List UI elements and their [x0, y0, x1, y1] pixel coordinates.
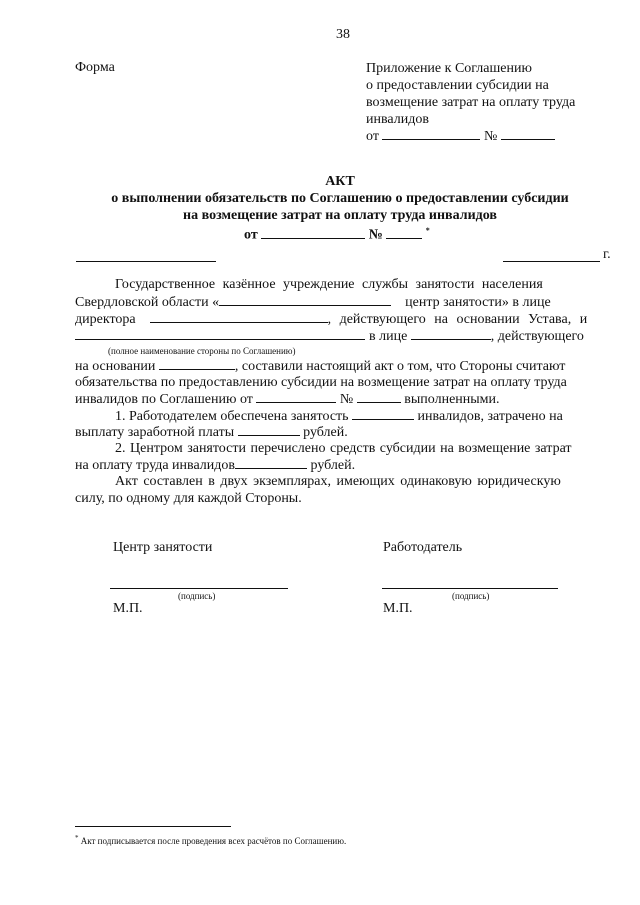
- appendix-date-field[interactable]: [382, 128, 480, 140]
- act-number-label: №: [368, 227, 383, 243]
- representative-name-field[interactable]: [411, 328, 491, 340]
- employment-center-signature-hint: (подпись): [178, 591, 216, 601]
- body-line-3: директора , действующего на основании Устава, и: [75, 312, 588, 327]
- footnote-text: Акт подписывается после проведения всех расчётов по Соглашению.: [80, 836, 347, 846]
- body-line-9: выплату заработной платы рублей.: [75, 425, 348, 440]
- page-number: 38: [336, 27, 350, 42]
- employment-center-name-field[interactable]: [219, 294, 391, 306]
- footnote-mark: *: [75, 834, 79, 842]
- appendix-from-label: от: [366, 129, 379, 144]
- appendix-number-label: №: [483, 129, 498, 144]
- form-label: Форма: [75, 60, 115, 75]
- body-line-1: Государственное казённое учреждение службы занятости населения: [115, 277, 543, 292]
- appendix-line-3: возмещение затрат на оплату труда: [366, 95, 576, 110]
- party-name-hint: (полное наименование стороны по Соглашению): [108, 346, 296, 356]
- footnote-reference: *: [425, 226, 430, 235]
- agreement-date-field[interactable]: [256, 391, 336, 403]
- employment-center-stamp: М.П.: [113, 601, 143, 616]
- employed-disabled-count-field[interactable]: [352, 408, 414, 420]
- body-line-4: в лице , действующего: [75, 328, 584, 345]
- place-field[interactable]: [76, 261, 216, 262]
- act-number-field[interactable]: [386, 227, 422, 239]
- body-line-5: на основании , составили настоящий акт о том, что Стороны считают: [75, 359, 566, 374]
- appendix-date-row: [366, 128, 555, 145]
- employer-signature-hint: (подпись): [452, 591, 490, 601]
- employment-center-title: Центр занятости: [113, 540, 213, 555]
- employer-stamp: М.П.: [383, 601, 413, 616]
- act-from-label: от: [244, 227, 258, 243]
- body-line-8: 1. Работодателем обеспечена занятость инвалидов, затрачено на: [115, 409, 563, 424]
- subsidy-amount-field[interactable]: [235, 457, 307, 469]
- footnote: [75, 834, 346, 846]
- appendix-line-4: инвалидов: [366, 112, 429, 127]
- party-name-field[interactable]: [75, 328, 365, 340]
- year-suffix: г.: [603, 247, 611, 262]
- act-date-row: [244, 226, 430, 244]
- employer-signature-line[interactable]: [382, 588, 558, 589]
- body-line-10: 2. Центром занятости перечислено средств субсидии на возмещение затрат: [115, 441, 572, 456]
- appendix-line-1: Приложение к Соглашению: [366, 61, 532, 76]
- act-title-line-2: на возмещение затрат на оплату труда инвалидов: [183, 208, 497, 223]
- body-line-7: инвалидов по Соглашению от № выполненными.: [75, 392, 500, 407]
- basis-field[interactable]: [159, 358, 235, 370]
- body-line-11: на оплату труда инвалидов рублей.: [75, 458, 356, 473]
- body-line-6: обязательства по предоставлению субсидии на возмещение затрат на оплату труда: [75, 375, 567, 390]
- appendix-number-field[interactable]: [501, 128, 555, 140]
- employment-center-signature-line[interactable]: [110, 588, 288, 589]
- body-line-12: Акт составлен в двух экземплярах, имеющих одинаковую юридическую: [115, 474, 561, 489]
- act-heading: АКТ: [325, 174, 355, 189]
- appendix-line-2: о предоставлении субсидии на: [366, 78, 549, 93]
- employer-title: Работодатель: [383, 540, 463, 555]
- salary-amount-field[interactable]: [238, 424, 300, 436]
- agreement-number-field[interactable]: [357, 391, 401, 403]
- date-field[interactable]: [503, 261, 600, 262]
- act-title-line-1: о выполнении обязательств по Соглашению о предоставлении субсидии: [111, 191, 569, 206]
- act-date-field[interactable]: [261, 227, 365, 239]
- director-name-field[interactable]: [150, 311, 328, 323]
- body-line-13: силу, по одному для каждой Стороны.: [75, 491, 302, 506]
- footnote-divider: [75, 826, 231, 827]
- body-line-2: Свердловской области « центр занятости» в лице: [75, 295, 551, 310]
